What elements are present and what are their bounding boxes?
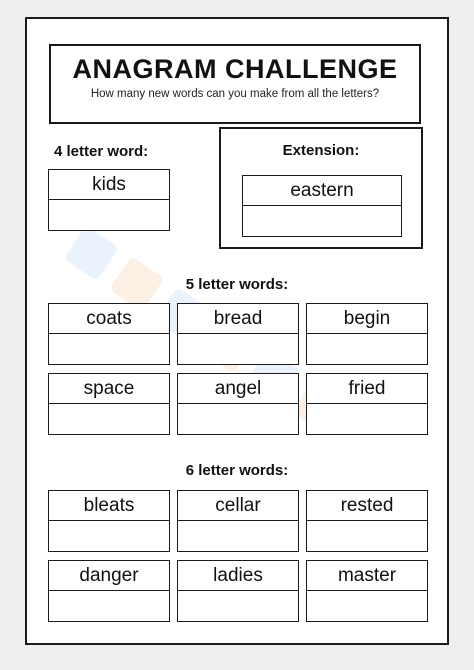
six-letter-word: bleats	[49, 491, 169, 521]
six-letter-word: ladies	[178, 561, 298, 591]
six-letter-word: danger	[49, 561, 169, 591]
six-letter-heading: 6 letter words:	[185, 462, 289, 479]
five-letter-word: space	[49, 374, 169, 404]
six-letter-word: cellar	[178, 491, 298, 521]
six-letter-card	[48, 560, 170, 622]
six-letter-card	[177, 490, 299, 552]
extension-heading: Extension:	[282, 142, 360, 159]
five-letter-card	[48, 303, 170, 365]
four-letter-card	[48, 169, 170, 231]
page-title: ANAGRAM CHALLENGE	[72, 54, 398, 84]
five-letter-word: fried	[307, 374, 427, 404]
five-letter-card	[177, 373, 299, 435]
five-letter-word: bread	[178, 304, 298, 334]
five-letter-word: angel	[178, 374, 298, 404]
five-letter-word: coats	[49, 304, 169, 334]
six-letter-word: rested	[307, 491, 427, 521]
six-letter-card	[306, 560, 428, 622]
five-letter-word: begin	[307, 304, 427, 334]
four-letter-heading: 4 letter word:	[54, 143, 149, 160]
five-letter-heading: 5 letter words:	[185, 276, 289, 293]
extension-word: eastern	[243, 176, 401, 206]
five-letter-card	[177, 303, 299, 365]
five-letter-card	[48, 373, 170, 435]
extension-box	[219, 127, 423, 249]
extension-card	[242, 175, 402, 237]
page-subtitle: How many new words can you make from all the letters?	[90, 88, 380, 100]
worksheet	[25, 17, 449, 645]
six-letter-word: master	[307, 561, 427, 591]
six-letter-card	[306, 490, 428, 552]
six-letter-card	[48, 490, 170, 552]
six-letter-card	[177, 560, 299, 622]
five-letter-card	[306, 303, 428, 365]
four-letter-word: kids	[49, 170, 169, 200]
title-box	[49, 44, 421, 124]
five-letter-card	[306, 373, 428, 435]
